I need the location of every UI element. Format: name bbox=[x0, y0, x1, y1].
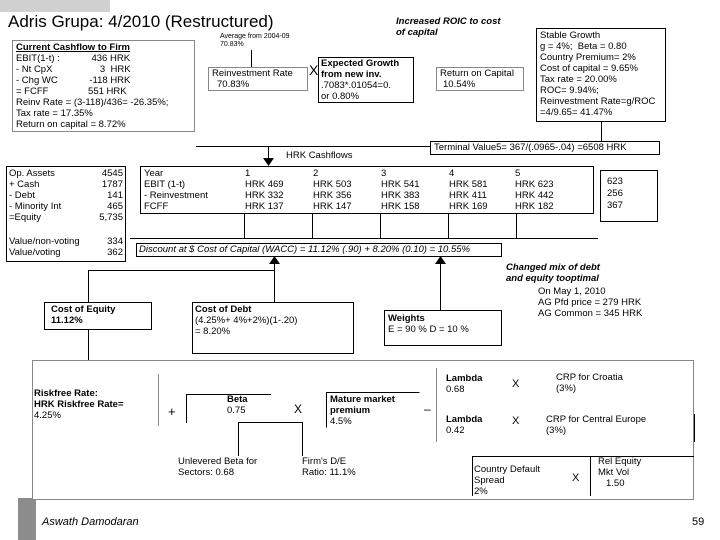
cashflow-line: Return on capital = 8.72% bbox=[16, 119, 126, 130]
cashflow-table bbox=[140, 166, 594, 214]
connector bbox=[88, 270, 274, 271]
cashflow-line: EBIT(1-t) : 436 HRK bbox=[16, 53, 131, 64]
valuation-value: 465 bbox=[107, 201, 123, 212]
connector bbox=[312, 214, 313, 238]
average-note: Average from 2004-09 70.83% bbox=[220, 33, 290, 48]
table-header: 3 bbox=[381, 168, 387, 179]
lambda-europe-title: Lambda bbox=[446, 414, 483, 425]
return-on-capital-box bbox=[436, 67, 524, 91]
market-premium-line: premium bbox=[330, 405, 371, 416]
per-share-label: Value/voting bbox=[9, 247, 61, 258]
wacc-text: Discount at $ Cost of Capital (WACC) = 11.12% (.90) + 8.20% (0.10) = 10.55% bbox=[139, 244, 470, 255]
table-cell: HRK 158 bbox=[381, 201, 420, 212]
reinvestment-rate-value: 70.83% bbox=[217, 79, 250, 90]
slide-title: Adris Grupa: 4/2010 (Restructured) bbox=[8, 12, 274, 31]
per-share-value: 362 bbox=[107, 247, 123, 258]
connector bbox=[440, 262, 441, 310]
roc-label: Return on Capital bbox=[440, 68, 514, 79]
cashflow-line: = FCFF 551 HRK bbox=[16, 86, 127, 97]
terminal-cashflow-value: 256 bbox=[607, 188, 623, 199]
stable-growth-line: Tax rate = 20.00% bbox=[540, 74, 617, 85]
table-cell: HRK 623 bbox=[515, 179, 554, 190]
connector bbox=[380, 214, 381, 238]
mix-note: Changed mix of debt and equity tooptimal bbox=[506, 262, 600, 284]
connector bbox=[238, 422, 302, 423]
times-operator: X bbox=[294, 402, 303, 416]
cost-of-equity-title: Cost of Equity bbox=[51, 304, 116, 315]
beta-title: Beta bbox=[227, 394, 248, 405]
rel-equity: Rel Equity Mkt Vol 1.50 bbox=[598, 456, 642, 489]
connector bbox=[196, 146, 430, 147]
times-operator: X bbox=[512, 378, 520, 390]
crp-europe: CRP for Central Europe (3%) bbox=[546, 414, 647, 436]
connector bbox=[238, 422, 239, 456]
terminal-cashflow-box bbox=[600, 170, 658, 222]
connector bbox=[472, 456, 473, 496]
cashflow-line: - Chg WC -118 HRK bbox=[16, 75, 131, 86]
table-cell: HRK 169 bbox=[449, 201, 488, 212]
expected-growth-subtitle: from new inv. bbox=[321, 69, 382, 80]
connector bbox=[694, 414, 695, 442]
connector bbox=[274, 262, 275, 302]
share-prices: On May 1, 2010 AG Pfd price = 279 HRK AG Common = 345 HRK bbox=[538, 286, 643, 319]
table-cell: HRK 503 bbox=[313, 179, 352, 190]
table-cell: HRK 383 bbox=[381, 190, 420, 201]
weights-box bbox=[384, 310, 502, 346]
cashflow-line: Reinv Rate = (3-118)/436= -26.35%; bbox=[16, 97, 169, 108]
cost-of-debt-line: = 8.20% bbox=[195, 326, 231, 337]
separator bbox=[436, 368, 437, 442]
connector bbox=[302, 422, 303, 456]
table-row-label: - Reinvestment bbox=[144, 190, 208, 201]
minus-operator: – bbox=[424, 402, 431, 416]
terminal-cashflow-value: 623 bbox=[607, 176, 623, 187]
crp-croatia: CRP for Croatia (3%) bbox=[556, 372, 623, 394]
valuation-label: - Minority Int bbox=[9, 201, 62, 212]
expected-growth-line: .7083*.01054=0. bbox=[321, 80, 391, 91]
hrk-cashflows-label: HRK Cashflows bbox=[286, 150, 353, 161]
table-cell: HRK 356 bbox=[313, 190, 352, 201]
per-share-value: 334 bbox=[107, 236, 123, 247]
stable-growth-line: g = 4%; Beta = 0.80 bbox=[540, 41, 627, 52]
valuation-value: 4545 bbox=[101, 168, 123, 179]
connector bbox=[88, 270, 89, 302]
per-share-label: Value/non-voting bbox=[9, 236, 80, 247]
footer-author: Aswath Damodaran bbox=[42, 516, 139, 528]
de-ratio: Firm's D/E Ratio: 11.1% bbox=[302, 456, 356, 478]
table-cell: HRK 581 bbox=[449, 179, 488, 190]
table-cell: HRK 182 bbox=[515, 201, 554, 212]
weights-line: E = 90 % D = 10 % bbox=[388, 324, 469, 335]
arrow-up-icon bbox=[435, 256, 446, 264]
lambda-croatia-title: Lambda bbox=[446, 373, 483, 384]
arrow-down-icon bbox=[263, 158, 274, 166]
arrow-up-icon bbox=[269, 256, 280, 264]
table-header: 1 bbox=[245, 168, 251, 179]
times-operator: X bbox=[512, 415, 520, 427]
times-operator: X bbox=[309, 62, 319, 78]
wacc-box bbox=[136, 243, 502, 257]
current-cashflow-box bbox=[12, 40, 195, 132]
stable-growth-line: ROC= 9.94%; bbox=[540, 85, 599, 96]
separator bbox=[158, 374, 159, 426]
table-header: 5 bbox=[515, 168, 521, 179]
default-spread: Country Default Spread 2% bbox=[474, 464, 541, 497]
table-cell: HRK 541 bbox=[381, 179, 420, 190]
expected-growth-title: Expected Growth bbox=[321, 58, 400, 69]
cost-of-debt-box bbox=[192, 302, 354, 354]
beta-value: 0.75 bbox=[227, 405, 246, 416]
market-premium-box bbox=[326, 392, 420, 428]
stable-growth-line: Stable Growth bbox=[540, 30, 601, 41]
reinvestment-rate-box bbox=[208, 67, 308, 91]
market-premium-line: 4.5% bbox=[330, 416, 352, 427]
terminal-value-box bbox=[430, 141, 660, 155]
connector bbox=[88, 330, 89, 360]
table-row-label: FCFF bbox=[144, 201, 169, 212]
stable-growth-box bbox=[536, 28, 666, 122]
table-cell: HRK 442 bbox=[515, 190, 554, 201]
cost-of-equity-box bbox=[44, 302, 152, 330]
unlevered-beta: Unlevered Beta for Sectors: 0.68 bbox=[178, 456, 258, 478]
market-premium-line: Mature market bbox=[330, 394, 395, 405]
valuation-value: 141 bbox=[107, 190, 123, 201]
connector bbox=[590, 456, 591, 496]
cost-of-debt-title: Cost of Debt bbox=[195, 304, 252, 315]
cost-of-equity-value: 11.12% bbox=[51, 315, 83, 326]
table-row-label: EBIT (1-t) bbox=[144, 179, 185, 190]
connector bbox=[251, 50, 252, 68]
cashflow-line: - Nt CpX 3 HRK bbox=[16, 64, 131, 75]
cost-of-debt-line: (4.25%+ 4%+2%)(1-.20) bbox=[195, 315, 298, 326]
plus-operator: + bbox=[168, 404, 176, 419]
stable-growth-line: Cost of capital = 9.65% bbox=[540, 63, 638, 74]
cashflow-line: Tax rate = 17.35% bbox=[16, 108, 93, 119]
title-accent-bar bbox=[0, 0, 110, 12]
expected-growth-box bbox=[318, 57, 414, 103]
weights-title: Weights bbox=[388, 313, 425, 324]
expected-growth-line: or 0.80% bbox=[321, 91, 360, 102]
times-operator: X bbox=[572, 472, 580, 484]
valuation-label: - Debt bbox=[9, 190, 35, 201]
roic-note: Increased ROIC to cost of capital bbox=[396, 16, 501, 38]
table-cell: HRK 411 bbox=[449, 190, 487, 201]
valuation-label: =Equity bbox=[9, 212, 41, 223]
terminal-cashflow-value: 367 bbox=[607, 200, 623, 211]
table-cell: HRK 137 bbox=[245, 201, 284, 212]
table-cell: HRK 147 bbox=[313, 201, 352, 212]
riskfree-value: 4.25% bbox=[34, 410, 61, 421]
connector bbox=[448, 214, 449, 238]
valuation-label: + Cash bbox=[9, 179, 40, 190]
page-number: 59 bbox=[692, 516, 705, 528]
stable-growth-line: =4/9.65= 41.47% bbox=[540, 107, 613, 118]
connector bbox=[601, 122, 602, 141]
table-header: 4 bbox=[449, 168, 455, 179]
stable-growth-line: Reinvestment Rate=g/ROC bbox=[540, 96, 656, 107]
valuation-box bbox=[6, 166, 126, 262]
table-cell: HRK 332 bbox=[245, 190, 284, 201]
lambda-croatia-value: 0.68 bbox=[446, 384, 465, 395]
connector bbox=[244, 214, 245, 238]
valuation-value: 5,735 bbox=[99, 212, 123, 223]
connector bbox=[472, 456, 694, 457]
connector bbox=[516, 214, 517, 238]
valuation-label: Op. Assets bbox=[9, 168, 55, 179]
riskfree-rate: Riskfree Rate: HRK Riskfree Rate= bbox=[34, 388, 124, 410]
beta-box bbox=[186, 394, 271, 423]
current-cashflow-heading: Current Cashflow to Firm bbox=[16, 42, 131, 53]
stable-growth-line: Country Premium= 2% bbox=[540, 52, 636, 63]
table-cell: HRK 469 bbox=[245, 179, 284, 190]
connector bbox=[130, 238, 598, 239]
reinvestment-rate-label: Reinvestment Rate bbox=[212, 68, 293, 79]
table-header: 2 bbox=[313, 168, 319, 179]
lambda-europe-value: 0.42 bbox=[446, 425, 465, 436]
terminal-value-text: Terminal Value5= 367/(.0965-.04) =6508 HRK bbox=[434, 142, 627, 153]
roc-value: 10.54% bbox=[443, 79, 476, 90]
table-header: Year bbox=[144, 168, 164, 179]
footer-accent-bar bbox=[18, 498, 36, 540]
valuation-value: 1787 bbox=[101, 179, 123, 190]
